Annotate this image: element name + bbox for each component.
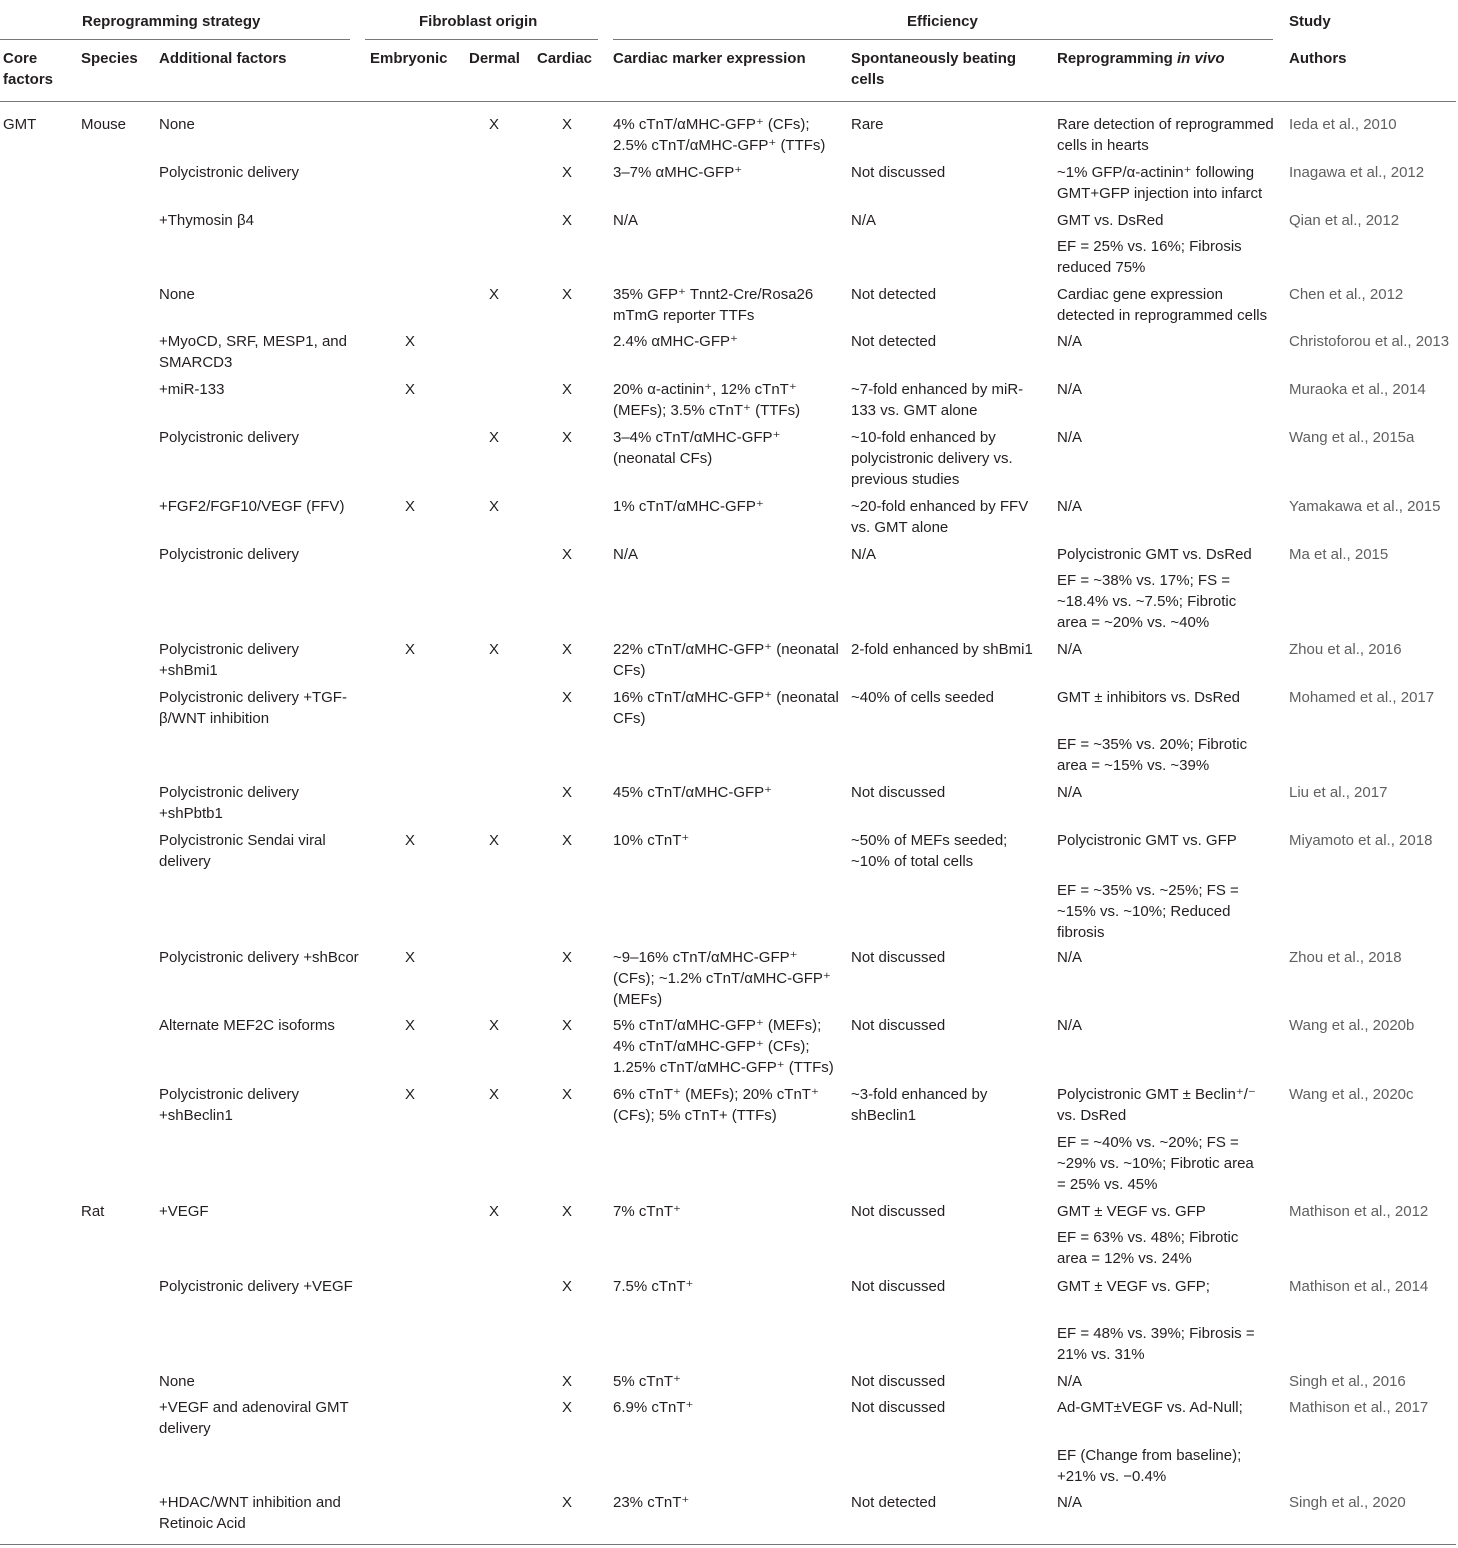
cell-invivo: Cardiac gene expression detected in reprogrammed cells: [1057, 286, 1268, 324]
cell-authors: Wang et al., 2020c: [1289, 1086, 1414, 1103]
cell-derm: X: [488, 1017, 499, 1034]
cell-derm: X: [488, 116, 499, 133]
col-header-dermal: Dermal: [469, 50, 520, 67]
cell-beating: Not discussed: [851, 1399, 946, 1416]
bottom-rule: [0, 1544, 1456, 1545]
group-header-efficiency: Efficiency: [907, 13, 978, 30]
cell-authors: Singh et al., 2020: [1289, 1494, 1406, 1511]
cell-authors: Mathison et al., 2017: [1289, 1399, 1429, 1416]
cell-additional: Polycistronic Sendai viral delivery: [159, 832, 326, 870]
cell-invivo: N/A: [1057, 641, 1083, 658]
cell-invivo: Polycistronic GMT ± Beclin⁺/⁻ vs. DsRed: [1057, 1086, 1256, 1124]
cell-emb: X: [404, 641, 415, 658]
cell-additional: +VEGF and adenoviral GMT delivery: [159, 1399, 349, 1437]
cell-marker: 7% cTnT⁺: [613, 1203, 681, 1220]
cell-derm: X: [488, 832, 499, 849]
cell-beating: Rare: [851, 116, 884, 133]
cell-derm: X: [488, 1203, 499, 1220]
cell-beating: Not detected: [851, 333, 937, 350]
cell-beating: Not discussed: [851, 164, 946, 181]
cell-marker: 6% cTnT⁺ (MEFs); 20% cTnT⁺ (CFs); 5% cTnT+ (TTFs): [613, 1086, 819, 1124]
cell-authors: Qian et al., 2012: [1289, 212, 1400, 229]
cell-marker: 1% cTnT/αMHC-GFP⁺: [613, 498, 764, 515]
cell-beating: Not discussed: [851, 1373, 946, 1390]
cell-card: X: [561, 1203, 572, 1220]
cell-authors: Christoforou et al., 2013: [1289, 333, 1450, 350]
cell-card: X: [561, 286, 572, 303]
cell-additional: Polycistronic delivery +shBmi1: [159, 641, 300, 679]
cell-invivo-detail: EF = 48% vs. 39%; Fibrosis = 21% vs. 31%: [1057, 1325, 1255, 1363]
cell-invivo: N/A: [1057, 784, 1083, 801]
cell-beating: N/A: [851, 546, 877, 563]
cell-authors: Ieda et al., 2010: [1289, 116, 1397, 133]
cell-beating: Not discussed: [851, 1017, 946, 1034]
cell-authors: Mathison et al., 2014: [1289, 1278, 1429, 1295]
cell-beating: ~40% of cells seeded: [851, 689, 995, 706]
cell-card: X: [561, 212, 572, 229]
cell-authors: Mathison et al., 2012: [1289, 1203, 1429, 1220]
cell-marker: 7.5% cTnT⁺: [613, 1278, 694, 1295]
cell-beating: ~20-fold enhanced by FFV vs. GMT alone: [851, 498, 1029, 536]
cell-emb: X: [404, 498, 415, 515]
cell-card: X: [561, 689, 572, 706]
cell-emb: X: [404, 333, 415, 350]
cell-emb: X: [404, 949, 415, 966]
cell-invivo: ~1% GFP/α-actinin⁺ following GMT+GFP injection into infarct: [1057, 164, 1263, 202]
cell-invivo: N/A: [1057, 1017, 1083, 1034]
col-header-invivo: [1057, 48, 1225, 69]
cell-emb: X: [404, 1086, 415, 1103]
col-header-beating: Spontaneously beating cells: [851, 50, 1017, 88]
cell-derm: X: [488, 641, 499, 658]
cell-additional: +miR-133: [159, 381, 225, 398]
cell-invivo: Ad-GMT±VEGF vs. Ad-Null;: [1057, 1399, 1243, 1416]
cell-invivo-detail: EF = ~40% vs. ~20%; FS = ~29% vs. ~10%; Fibrotic area = 25% vs. 45%: [1057, 1134, 1254, 1193]
cell-emb: X: [404, 832, 415, 849]
cell-emb: X: [404, 381, 415, 398]
col-header-invivo-italic: in vivo: [1177, 50, 1225, 67]
cell-additional: +FGF2/FGF10/VEGF (FFV): [159, 498, 345, 515]
col-header-additional: Additional factors: [159, 50, 287, 67]
cell-marker: 2.4% αMHC-GFP⁺: [613, 333, 738, 350]
cell-marker: 5% cTnT/αMHC-GFP⁺ (MEFs); 4% cTnT/αMHC-GFP⁺ (CFs); 1.25% cTnT/αMHC-GFP⁺ (TTFs): [613, 1017, 834, 1076]
cell-beating: ~50% of MEFs seeded; ~10% of total cells: [851, 832, 1008, 870]
cell-marker: ~9–16% cTnT/αMHC-GFP⁺ (CFs); ~1.2% cTnT/αMHC-GFP⁺ (MEFs): [613, 949, 831, 1008]
cell-invivo: GMT vs. DsRed: [1057, 212, 1164, 229]
cell-derm: X: [488, 1086, 499, 1103]
cell-authors: Zhou et al., 2018: [1289, 949, 1402, 966]
cell-species: Mouse: [81, 116, 127, 133]
cell-additional: +Thymosin β4: [159, 212, 254, 229]
cell-authors: Inagawa et al., 2012: [1289, 164, 1425, 181]
cell-card: X: [561, 949, 572, 966]
cell-beating: Not discussed: [851, 784, 946, 801]
cell-derm: X: [488, 429, 499, 446]
col-header-authors: Authors: [1289, 50, 1347, 67]
cell-card: X: [561, 429, 572, 446]
cell-additional: Polycistronic delivery +shBeclin1: [159, 1086, 300, 1124]
cell-additional: Polycistronic delivery: [159, 546, 300, 563]
cell-authors: Muraoka et al., 2014: [1289, 381, 1426, 398]
cell-card: X: [561, 1494, 572, 1511]
cell-marker: 16% cTnT/αMHC-GFP⁺ (neonatal CFs): [613, 689, 839, 727]
col-header-cardiac: Cardiac: [537, 50, 593, 67]
cell-additional: None: [159, 286, 195, 303]
cell-authors: Zhou et al., 2016: [1289, 641, 1402, 658]
cell-additional: +HDAC/WNT inhibition and Retinoic Acid: [159, 1494, 341, 1532]
cell-invivo: Rare detection of reprogrammed cells in hearts: [1057, 116, 1274, 154]
cell-marker: 35% GFP⁺ Tnnt2-Cre/Rosa26 mTmG reporter TTFs: [613, 286, 814, 324]
group-header-study: Study: [1289, 13, 1331, 30]
col-header-species: Species: [81, 50, 138, 67]
cell-derm: X: [488, 286, 499, 303]
cell-card: X: [561, 1399, 572, 1416]
cell-card: X: [561, 164, 572, 181]
cell-authors: Yamakawa et al., 2015: [1289, 498, 1441, 515]
cell-authors: Ma et al., 2015: [1289, 546, 1389, 563]
cell-marker: 3–4% cTnT/αMHC-GFP⁺ (neonatal CFs): [613, 429, 781, 467]
cell-card: X: [561, 832, 572, 849]
cell-beating: ~10-fold enhanced by polycistronic delivery vs. previous studies: [851, 429, 1013, 488]
cell-additional: Polycistronic delivery: [159, 164, 300, 181]
cell-additional: +MyoCD, SRF, MESP1, and SMARCD3: [159, 333, 347, 371]
cell-authors: Wang et al., 2015a: [1289, 429, 1415, 446]
cell-authors: Liu et al., 2017: [1289, 784, 1388, 801]
cell-card: X: [561, 1373, 572, 1390]
cell-authors: Wang et al., 2020b: [1289, 1017, 1415, 1034]
group-rule-efficiency: [613, 39, 1273, 40]
cell-additional: Polycistronic delivery +VEGF: [159, 1278, 353, 1295]
cell-authors: Chen et al., 2012: [1289, 286, 1404, 303]
cell-card: X: [561, 1086, 572, 1103]
cell-marker: 20% α-actinin⁺, 12% cTnT⁺ (MEFs); 3.5% cTnT⁺ (TTFs): [613, 381, 801, 419]
cell-additional: Polycistronic delivery +shPbtb1: [159, 784, 300, 822]
cell-beating: Not detected: [851, 1494, 937, 1511]
cell-invivo: Polycistronic GMT vs. DsRed: [1057, 546, 1252, 563]
cell-invivo: GMT ± VEGF vs. GFP;: [1057, 1278, 1210, 1295]
cell-invivo-detail: EF = 63% vs. 48%; Fibrotic area = 12% vs. 24%: [1057, 1229, 1239, 1267]
cell-beating: Not discussed: [851, 949, 946, 966]
cell-beating: 2-fold enhanced by shBmi1: [851, 641, 1033, 658]
cell-card: X: [561, 546, 572, 563]
cell-invivo: GMT ± VEGF vs. GFP: [1057, 1203, 1206, 1220]
col-header-core: Core factors: [3, 50, 54, 88]
cell-marker: 6.9% cTnT⁺: [613, 1399, 694, 1416]
group-rule-strategy: [0, 39, 350, 40]
cell-marker: 3–7% αMHC-GFP⁺: [613, 164, 743, 181]
cell-invivo: GMT ± inhibitors vs. DsRed: [1057, 689, 1241, 706]
cell-additional: Alternate MEF2C isoforms: [159, 1017, 335, 1034]
cell-beating: Not discussed: [851, 1203, 946, 1220]
cell-card: X: [561, 1017, 572, 1034]
cell-invivo: Polycistronic GMT vs. GFP: [1057, 832, 1237, 849]
group-rule-origin: [365, 39, 598, 40]
cell-marker: 45% cTnT/αMHC-GFP⁺: [613, 784, 773, 801]
cell-emb: X: [404, 1017, 415, 1034]
cell-beating: ~7-fold enhanced by miR-133 vs. GMT alone: [851, 381, 1024, 419]
cell-authors: Singh et al., 2016: [1289, 1373, 1406, 1390]
cell-marker: N/A: [613, 212, 639, 229]
cell-additional: Polycistronic delivery: [159, 429, 300, 446]
cell-invivo: N/A: [1057, 333, 1083, 350]
col-header-embryonic: Embryonic: [370, 50, 448, 67]
cell-core: GMT: [3, 116, 37, 133]
cell-marker: 22% cTnT/αMHC-GFP⁺ (neonatal CFs): [613, 641, 839, 679]
cell-authors: Miyamoto et al., 2018: [1289, 832, 1433, 849]
header-rule: [0, 101, 1456, 102]
group-header-origin: Fibroblast origin: [419, 13, 538, 30]
cell-marker: 10% cTnT⁺: [613, 832, 690, 849]
cell-additional: None: [159, 116, 195, 133]
cell-beating: ~3-fold enhanced by shBeclin1: [851, 1086, 988, 1124]
cell-card: X: [561, 1278, 572, 1295]
cell-card: X: [561, 784, 572, 801]
cell-card: X: [561, 381, 572, 398]
cell-additional: Polycistronic delivery +shBcor: [159, 949, 359, 966]
cell-marker: 5% cTnT⁺: [613, 1373, 681, 1390]
cell-invivo-detail: EF (Change from baseline); +21% vs. −0.4%: [1057, 1447, 1242, 1485]
cell-invivo-detail: EF = ~38% vs. 17%; FS = ~18.4% vs. ~7.5%; Fibrotic area = ~20% vs. ~40%: [1057, 572, 1237, 631]
cell-card: X: [561, 641, 572, 658]
cell-invivo-detail: EF = ~35% vs. ~25%; FS = ~15% vs. ~10%; Reduced fibrosis: [1057, 882, 1239, 941]
cell-invivo: N/A: [1057, 381, 1083, 398]
cell-beating: N/A: [851, 212, 877, 229]
cell-beating: Not detected: [851, 286, 937, 303]
group-header-strategy: Reprogramming strategy: [82, 13, 261, 30]
cell-marker: 4% cTnT/αMHC-GFP⁺ (CFs); 2.5% cTnT/αMHC-GFP⁺ (TTFs): [613, 116, 826, 154]
cell-derm: X: [488, 498, 499, 515]
cell-invivo: N/A: [1057, 429, 1083, 446]
cell-beating: Not discussed: [851, 1278, 946, 1295]
cell-invivo: N/A: [1057, 949, 1083, 966]
cell-marker: 23% cTnT⁺: [613, 1494, 690, 1511]
cell-card: X: [561, 116, 572, 133]
cell-invivo: N/A: [1057, 1494, 1083, 1511]
cell-invivo-detail: EF = 25% vs. 16%; Fibrosis reduced 75%: [1057, 238, 1242, 276]
cell-authors: Mohamed et al., 2017: [1289, 689, 1435, 706]
cell-additional: None: [159, 1373, 195, 1390]
col-header-marker: Cardiac marker expression: [613, 50, 806, 67]
cell-invivo: N/A: [1057, 498, 1083, 515]
col-header-invivo-prefix: Reprogramming: [1057, 50, 1178, 67]
cell-additional: +VEGF: [159, 1203, 209, 1220]
cell-marker: N/A: [613, 546, 639, 563]
cell-invivo: N/A: [1057, 1373, 1083, 1390]
cell-species: Rat: [81, 1203, 105, 1220]
cell-invivo-detail: EF = ~35% vs. 20%; Fibrotic area = ~15% vs. ~39%: [1057, 736, 1248, 774]
cell-additional: Polycistronic delivery +TGF-β/WNT inhibition: [159, 689, 347, 727]
